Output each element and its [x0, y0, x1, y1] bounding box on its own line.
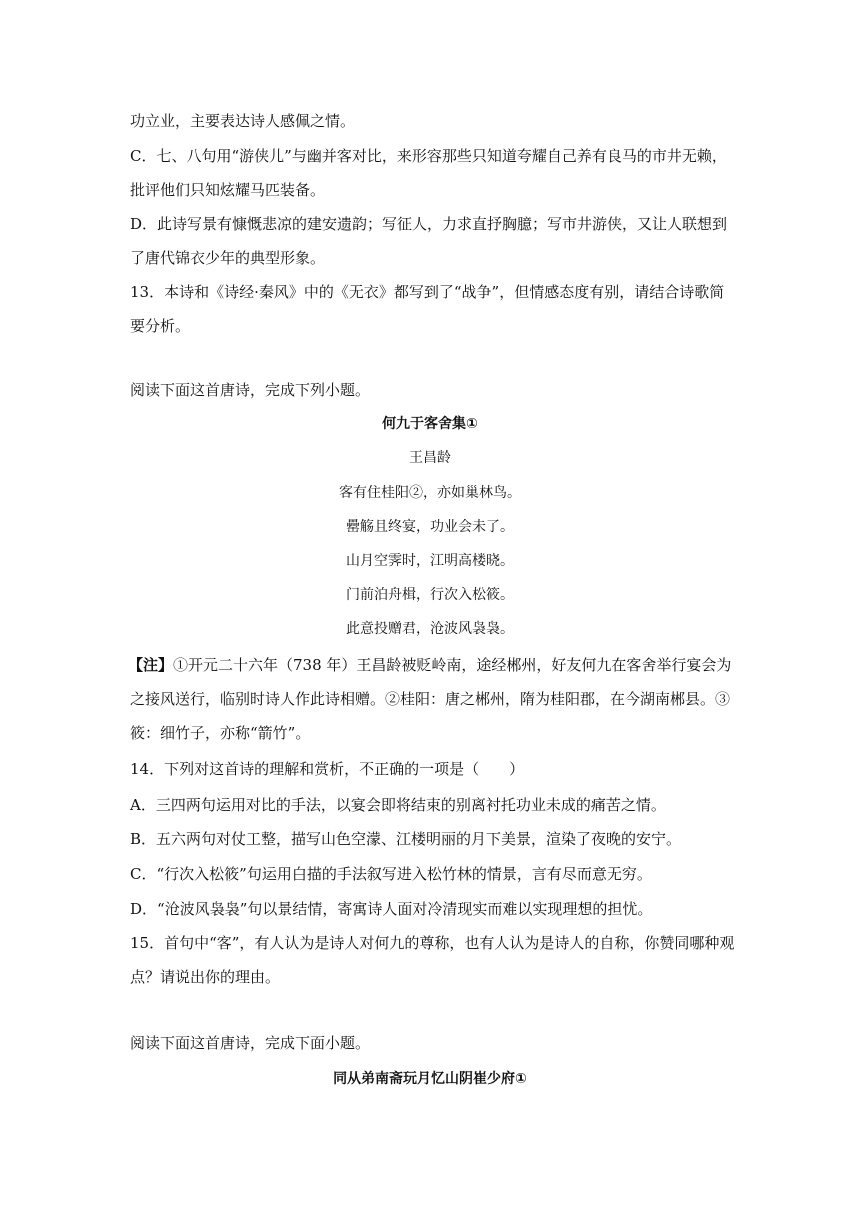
option-d-line2: 了唐代锦衣少年的典型形象。 — [130, 249, 326, 267]
reading-intro-2: 阅读下面这首唐诗，完成下面小题。 — [130, 1034, 371, 1052]
option-d-line1: D．此诗写景有慷慨悲凉的建安遗韵；写征人，力求直抒胸臆；写市井游侠，又让人联想到 — [130, 215, 728, 233]
poem-verse: 此意投赠君，沧波风袅袅。 — [346, 621, 514, 637]
reading-intro: 阅读下面这首唐诗，完成下列小题。 — [130, 381, 371, 399]
option-c-line1: C．七、八句用“游侠儿”与幽并客对比，来形容那些只知道夸耀自己养有良马的市井无赖， — [130, 147, 727, 165]
poem-verse: 门前泊舟楫，行次入松筱。 — [346, 587, 514, 603]
question-15-line1: 15．首句中“客”，有人认为是诗人对何九的尊称，也有人认为是诗人的自称，你赞同哪种观 — [130, 934, 735, 952]
question-15-line2: 点？请说出你的理由。 — [130, 968, 281, 986]
question-14: 14．下列对这首诗的理解和赏析，不正确的一项是（ ） — [130, 760, 525, 778]
q14-option-a: A．三四两句运用对比的手法，以宴会即将结束的别离衬托功业未成的痛苦之情。 — [130, 796, 666, 814]
question-13-line2: 要分析。 — [130, 317, 191, 335]
text-line: 功立业，主要表达诗人感佩之情。 — [130, 112, 356, 130]
q14-option-c: C．“行次入松筱”句运用白描的手法叙写进入松竹林的情景，言有尽而意无穷。 — [130, 865, 652, 883]
note-mark: 【注】 — [128, 656, 174, 674]
question-13-line1: 13．本诗和《诗经·秦风》中的《无衣》都写到了“战争”，但情感态度有别，请结合诗歌简 — [130, 283, 725, 301]
q14-option-d: D．“沧波风袅袅”句以景结情，寄寓诗人面对冷清现实而难以实现理想的担忧。 — [130, 900, 653, 918]
poem-author: 王昌龄 — [409, 450, 451, 466]
poem-note-line2: 之接风送行，临别时诗人作此诗相赠。②桂阳：唐之郴州，隋为桂阳郡，在今湖南郴县。③ — [130, 690, 731, 708]
poem-verse: 山月空霁时，江明高楼晓。 — [346, 553, 514, 569]
option-c-line2: 批评他们只知炫耀马匹装备。 — [130, 181, 326, 199]
poem-note-line3: 筱：细竹子，亦称“箭竹”。 — [130, 724, 311, 742]
note-text: ①开元二十六年（738 年）王昌龄被贬岭南，途经郴州，好友何九在客舍举行宴会为 — [173, 656, 732, 674]
poem-verse: 客有住桂阳②，亦如巢林鸟。 — [339, 485, 521, 501]
poem-title-2: 同从弟南斋玩月忆山阴崔少府① — [333, 1071, 527, 1087]
q14-option-b: B．五六两句对仗工整，描写山色空濛、江楼明丽的月下美景，渲染了夜晚的安宁。 — [130, 830, 682, 848]
poem-title: 何九于客舍集① — [382, 416, 478, 432]
poem-note-line1 — [128, 655, 731, 675]
poem-verse: 罍觞且终宴，功业会未了。 — [346, 519, 514, 535]
